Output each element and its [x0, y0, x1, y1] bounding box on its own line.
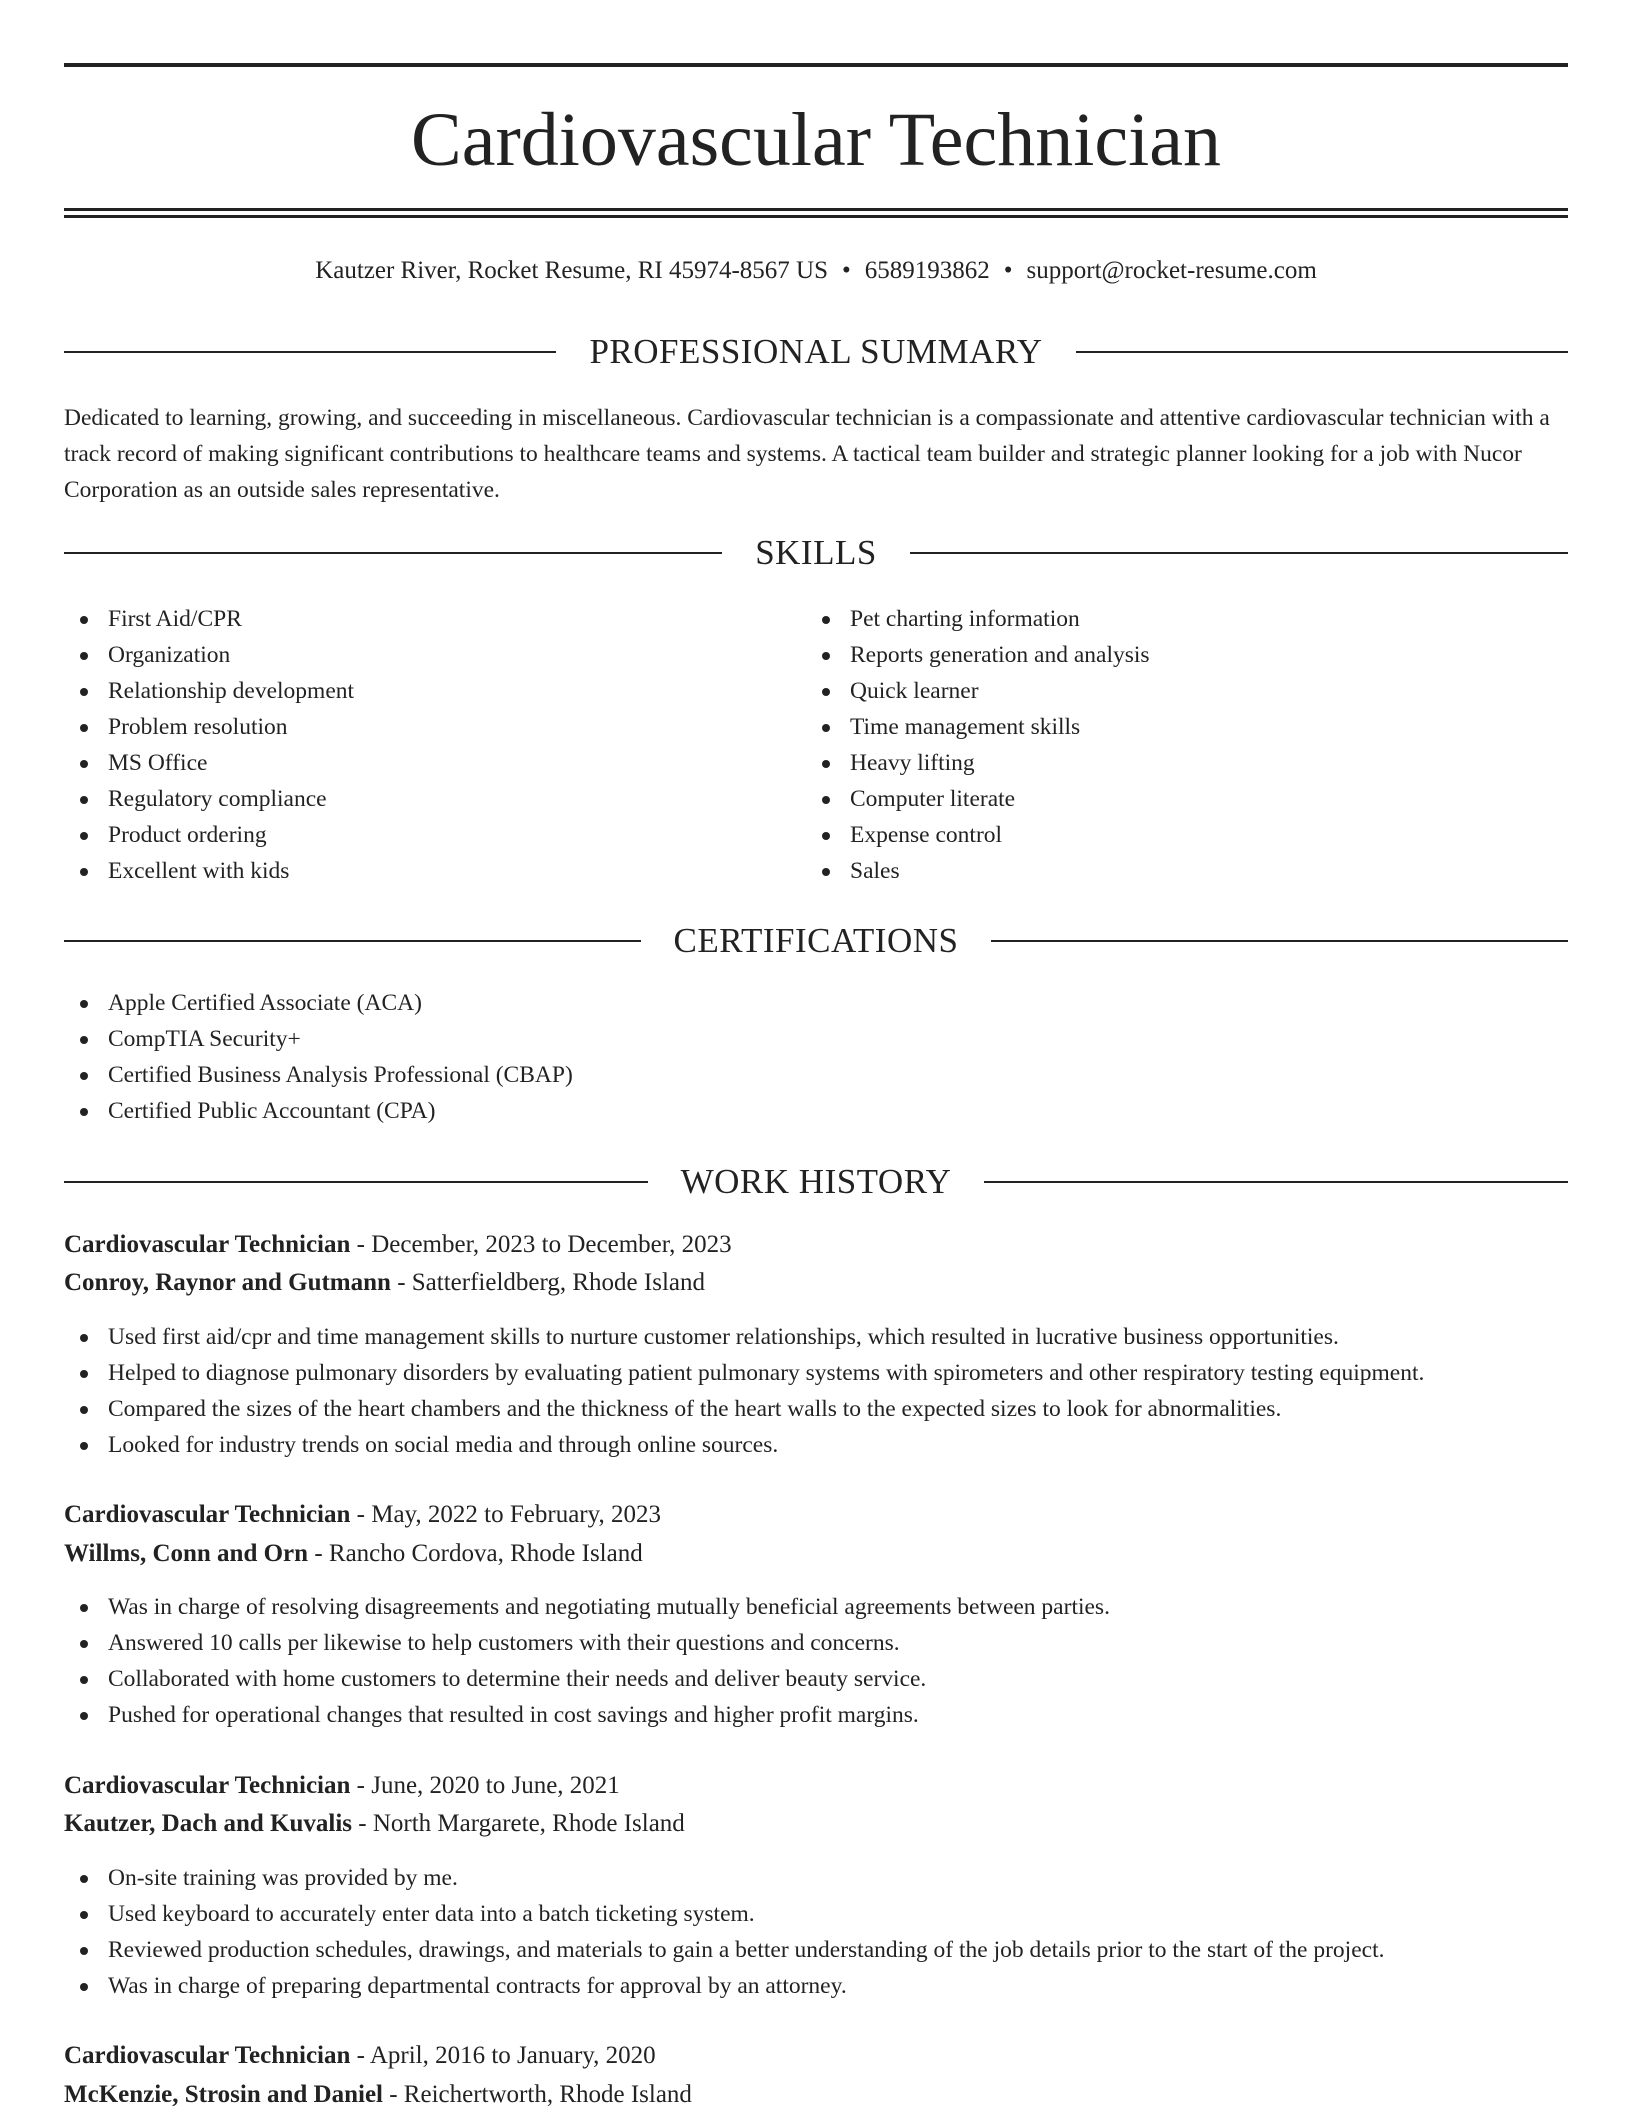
job-title: Cardiovascular Technician — [64, 1772, 351, 1799]
job-title-line — [64, 2037, 1568, 2075]
skills-list-left — [64, 601, 804, 889]
skill-item: Time management skills — [806, 709, 1546, 745]
double-rule — [64, 208, 1568, 218]
summary-heading — [64, 330, 1568, 374]
job-bullet: Looked for industry trends on social media and through online sources. — [64, 1427, 1568, 1463]
job-bullet: Collaborated with home customers to determine their needs and deliver beauty service. — [64, 1661, 1568, 1697]
skill-item: MS Office — [64, 745, 804, 781]
contact-address: Kautzer River, Rocket Resume, RI 45974-8567 US — [315, 257, 828, 284]
job-company-line — [64, 1264, 1568, 1302]
resume-name: Cardiovascular Technician — [411, 98, 1221, 182]
heading-rule — [64, 351, 556, 353]
heading-rule — [64, 1181, 648, 1183]
work-history-title: WORK HISTORY — [680, 1162, 952, 1201]
job-bullet: Compared the sizes of the heart chambers and the thickness of the heart walls to the expected sizes to look for abnormalities. — [64, 1391, 1568, 1427]
contact-separator: • — [1003, 257, 1013, 284]
job-company: Willms, Conn and Orn — [64, 1540, 309, 1567]
job-bullet: Was in charge of resolving disagreements and negotiating mutually beneficial agreements between parties. — [64, 1589, 1568, 1625]
job-bullet: Helped to diagnose pulmonary disorders by evaluating patient pulmonary systems with spirometers and other respiratory testing equipment. — [64, 1355, 1568, 1391]
job-company: Kautzer, Dach and Kuvalis — [64, 1810, 353, 1837]
job-bullets — [64, 1319, 1568, 1463]
job-bullet: Pushed for operational changes that resulted in cost savings and higher profit margins. — [64, 1697, 1568, 1733]
certification-item: Certified Business Analysis Professional (CBAP) — [64, 1057, 1568, 1093]
job-location: - Reichertworth, Rhode Island — [382, 2081, 692, 2108]
skill-item: Heavy lifting — [806, 745, 1546, 781]
job-title-line — [64, 1496, 1568, 1534]
certifications-title: CERTIFICATIONS — [673, 921, 959, 960]
job-location: - North Margarete, Rhode Island — [352, 1810, 685, 1837]
certifications-list — [64, 985, 1568, 1129]
contact-phone: 6589193862 — [864, 257, 990, 284]
job-company: McKenzie, Strosin and Daniel — [64, 2081, 383, 2108]
job-bullet: On-site training was provided by me. — [64, 1860, 1568, 1896]
skill-item: Quick learner — [806, 673, 1546, 709]
job-company-line — [64, 2076, 1568, 2114]
job-company-line — [64, 1535, 1568, 1573]
skill-item: Expense control — [806, 817, 1546, 853]
job-bullet: Was in charge of preparing departmental contracts for approval by an attorney. — [64, 1968, 1568, 2004]
summary-text: Dedicated to learning, growing, and succeeding in miscellaneous. Cardiovascular technician is a compassionate and attentive cardiovascular technician with a track record of making significant contributions to healthcare teams and systems. A tactical team builder and strategic planner looking for a job with Nucor Corporation as an outside sales representative. — [64, 405, 1550, 503]
job-company-line — [64, 1805, 1568, 1843]
job-bullets — [64, 1589, 1568, 1733]
job-location: - Rancho Cordova, Rhode Island — [308, 1540, 643, 1567]
skill-item: Sales — [806, 853, 1546, 889]
skill-item: Regulatory compliance — [64, 781, 804, 817]
job-title-line — [64, 1767, 1568, 1805]
job-title: Cardiovascular Technician — [64, 1231, 351, 1258]
job-bullet: Reviewed production schedules, drawings, and materials to gain a better understanding of the job details prior to the start of the project. — [64, 1932, 1568, 1968]
certification-item: Certified Public Accountant (CPA) — [64, 1093, 1568, 1129]
job-title-line — [64, 1226, 1568, 1264]
skill-item: Computer literate — [806, 781, 1546, 817]
job-dates: - December, 2023 to December, 2023 — [350, 1231, 732, 1258]
job-dates: - May, 2022 to February, 2023 — [350, 1501, 661, 1528]
skill-item: Pet charting information — [806, 601, 1546, 637]
contact-separator: • — [841, 257, 851, 284]
job-title: Cardiovascular Technician — [64, 2042, 351, 2069]
job-location: - Satterfieldberg, Rhode Island — [390, 1269, 705, 1296]
job-bullet: Used first aid/cpr and time management skills to nurture customer relationships, which resulted in lucrative business opportunities. — [64, 1319, 1568, 1355]
certification-item: CompTIA Security+ — [64, 1021, 1568, 1057]
skills-list-right — [806, 601, 1546, 889]
skill-item: Product ordering — [64, 817, 804, 853]
contact-line — [64, 254, 1568, 288]
certification-item: Apple Certified Associate (ACA) — [64, 985, 1568, 1021]
skill-item: Organization — [64, 637, 804, 673]
certifications-heading — [64, 919, 1568, 963]
heading-rule — [1076, 351, 1568, 353]
skill-item: Problem resolution — [64, 709, 804, 745]
heading-rule — [991, 940, 1568, 942]
heading-rule — [910, 552, 1568, 554]
heading-rule — [64, 552, 722, 554]
summary-title: PROFESSIONAL SUMMARY — [589, 332, 1043, 371]
skill-item: First Aid/CPR — [64, 601, 804, 637]
skills-title: SKILLS — [755, 533, 877, 572]
heading-rule — [984, 1181, 1568, 1183]
top-rule — [64, 63, 1568, 67]
job-company: Conroy, Raynor and Gutmann — [64, 1269, 391, 1296]
job-dates: - June, 2020 to June, 2021 — [350, 1772, 620, 1799]
work-history-heading — [64, 1160, 1568, 1204]
job-dates: - April, 2016 to January, 2020 — [350, 2042, 656, 2069]
job-bullet: Used keyboard to accurately enter data into a batch ticketing system. — [64, 1896, 1568, 1932]
skills-heading — [64, 531, 1568, 575]
heading-rule — [64, 940, 641, 942]
skill-item: Reports generation and analysis — [806, 637, 1546, 673]
contact-email: support@rocket-resume.com — [1026, 257, 1317, 284]
job-title: Cardiovascular Technician — [64, 1501, 351, 1528]
job-bullet: Answered 10 calls per likewise to help customers with their questions and concerns. — [64, 1625, 1568, 1661]
job-bullets — [64, 1860, 1568, 2004]
skill-item: Excellent with kids — [64, 853, 804, 889]
skill-item: Relationship development — [64, 673, 804, 709]
